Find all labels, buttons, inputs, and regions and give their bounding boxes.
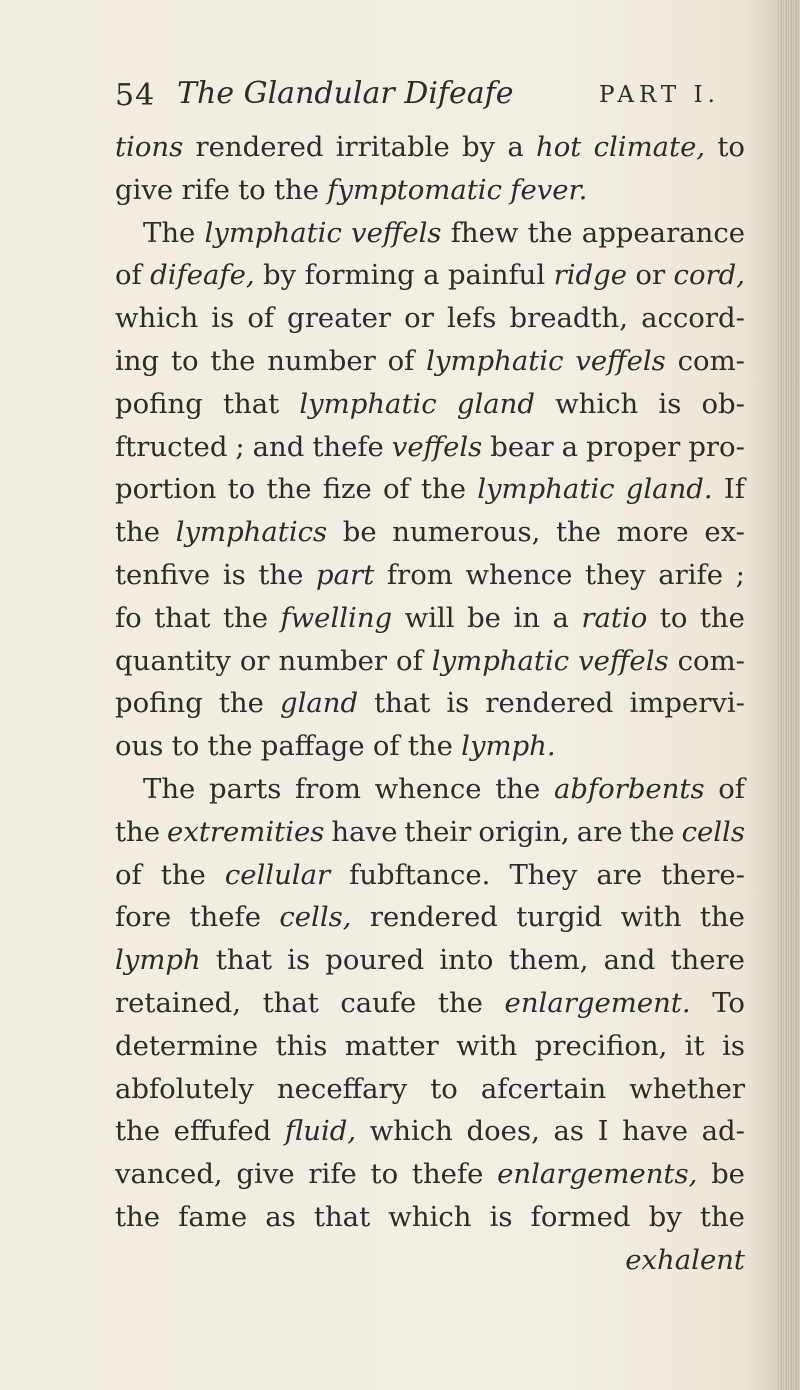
word: by [648, 1200, 682, 1233]
word: fize [322, 473, 372, 506]
word: be [342, 516, 377, 549]
word: origin, [478, 815, 570, 848]
word: the [160, 858, 206, 891]
text-line [115, 468, 745, 511]
text-line [115, 896, 745, 939]
word: retained, [115, 986, 241, 1019]
word: difeafe, [150, 259, 255, 292]
word: is [222, 558, 246, 591]
word: com- [677, 644, 745, 677]
word: abforbents [553, 772, 705, 805]
word: a [561, 430, 579, 463]
word: whether [629, 1072, 745, 1105]
word: give [115, 173, 174, 206]
text-line [115, 1196, 745, 1239]
word: tenfive [115, 558, 211, 591]
text-line [115, 340, 745, 383]
word: have [622, 1115, 688, 1148]
word: rife [308, 1158, 357, 1191]
word: com- [677, 344, 745, 377]
word: cellular [224, 858, 331, 891]
text-line [115, 854, 745, 897]
word: ridge [553, 259, 627, 292]
word: ing [115, 344, 160, 377]
word: part [316, 558, 375, 591]
word: of [372, 730, 400, 763]
word: the [115, 516, 161, 549]
word: the [266, 473, 312, 506]
word: number [278, 644, 388, 677]
word: cells [681, 815, 745, 848]
text-line [115, 768, 745, 811]
word: the [218, 687, 264, 720]
word: painful [447, 259, 546, 292]
word: as [553, 1115, 584, 1148]
word: lymphatic [477, 473, 615, 506]
text-line [115, 682, 745, 725]
word: that [154, 601, 211, 634]
word: to [430, 1072, 458, 1105]
word: precifion, [534, 1029, 668, 1062]
word: rendered [195, 131, 324, 163]
catchword [115, 1239, 745, 1282]
word: from [386, 558, 453, 591]
text-line [115, 383, 745, 426]
word: this [275, 1029, 328, 1062]
text-line [115, 169, 745, 212]
word: ftructed [115, 430, 228, 463]
word: from [294, 772, 361, 805]
text-line [115, 1025, 745, 1068]
word: of [115, 259, 142, 292]
word: To [712, 986, 745, 1019]
word: pofing [115, 387, 203, 420]
word: of [383, 473, 410, 506]
word: they [585, 558, 646, 591]
word: ad- [701, 1115, 745, 1148]
word: with [620, 901, 682, 934]
word: with [456, 1029, 518, 1062]
word: lymphatic [299, 387, 437, 420]
word: abfolutely [115, 1072, 254, 1105]
word: enlargement. [504, 986, 691, 1019]
word: whence [374, 772, 482, 805]
word: the [527, 216, 573, 249]
word: does, [466, 1115, 540, 1148]
word: be [467, 601, 501, 634]
page-header [115, 70, 740, 120]
word: gland [279, 687, 359, 720]
word: of [387, 344, 415, 377]
word: and [603, 944, 656, 977]
word: number [267, 344, 376, 377]
word: and [252, 430, 305, 463]
text-line [115, 725, 745, 768]
word: thefe [411, 1158, 484, 1191]
word: fore [115, 901, 172, 934]
word: lymphatics [175, 516, 328, 549]
word: fame [178, 1200, 248, 1233]
text-line [115, 1110, 745, 1153]
word: fo [115, 601, 142, 634]
word: thefe [189, 901, 261, 934]
word: the [555, 516, 602, 549]
word: the [210, 344, 256, 377]
word: to [238, 173, 266, 206]
word: formed [530, 1200, 631, 1233]
word: lymphatic [204, 216, 342, 249]
word: by [263, 259, 297, 292]
word: fhew [450, 216, 519, 249]
word: whence [465, 558, 573, 591]
text-line [115, 1068, 745, 1111]
word: the [420, 473, 466, 506]
word: their [404, 815, 472, 848]
word: turgid [516, 901, 603, 934]
word: that [222, 387, 280, 420]
word: which [369, 1115, 453, 1148]
word: the [407, 730, 453, 763]
word: the [273, 173, 320, 206]
word: the [495, 772, 541, 805]
word: of [396, 644, 423, 677]
word: irritable [335, 131, 450, 163]
word: in [513, 601, 540, 634]
word: determine [115, 1029, 259, 1062]
word: or [404, 302, 434, 335]
word: effufed [173, 1115, 272, 1148]
word: by [462, 131, 496, 163]
text-line [115, 597, 745, 640]
word: lymphatic [431, 644, 570, 677]
word: the [437, 986, 483, 1019]
word: I [597, 1115, 609, 1148]
word: hot [536, 131, 582, 163]
word: a [507, 131, 524, 163]
word: numerous, [392, 516, 541, 549]
word: is [489, 1200, 513, 1233]
word: of [115, 858, 142, 891]
word: the [629, 815, 675, 848]
word: veffels [351, 216, 442, 249]
word: that [215, 944, 273, 977]
word: cord, [673, 259, 745, 292]
text-line [115, 126, 745, 169]
word: is [211, 302, 235, 335]
word: fever. [510, 173, 588, 206]
word: is [446, 687, 470, 720]
text-line [115, 212, 745, 255]
word: give [236, 1158, 295, 1191]
word: or [239, 644, 270, 677]
word: pro- [688, 430, 745, 463]
word: enlargements, [497, 1158, 698, 1191]
word: the [699, 1200, 745, 1233]
word: neceffary [276, 1072, 408, 1105]
word: poured [325, 944, 425, 977]
word: fymptomatic [327, 173, 503, 206]
word: If [723, 473, 745, 506]
word: a [423, 259, 440, 292]
word: rendered [369, 901, 498, 934]
word: impervi- [629, 687, 745, 720]
word: afcertain [480, 1072, 607, 1105]
text-line [115, 1153, 745, 1196]
word: lymphatic [426, 344, 564, 377]
word: the [699, 601, 745, 634]
text-line [115, 982, 745, 1025]
word: into [439, 944, 494, 977]
word: there- [661, 858, 745, 891]
word: breadth, [509, 302, 628, 335]
word: a [552, 601, 569, 634]
word: to [370, 1158, 399, 1191]
word: of [247, 302, 275, 335]
word: appearance [581, 216, 745, 249]
word: to [171, 730, 200, 763]
word: lefs [446, 302, 497, 335]
word: arife [658, 558, 724, 591]
word: there [670, 944, 745, 977]
word: caufe [340, 986, 417, 1019]
word: portion [115, 473, 217, 506]
word: fubftance. [349, 858, 491, 891]
word: the [115, 1200, 161, 1233]
word: veffels [575, 344, 666, 377]
word: proper [586, 430, 681, 463]
word: that [374, 687, 431, 720]
word: are [576, 815, 623, 848]
text-line [115, 554, 745, 597]
text-line [115, 254, 745, 297]
word: ob- [701, 387, 745, 420]
text-line [115, 640, 745, 683]
word: The [143, 216, 196, 249]
word: that [313, 1200, 371, 1233]
part-label: PART I. [599, 82, 720, 108]
word: gland [456, 387, 535, 420]
word: the [207, 730, 253, 763]
word: is [722, 1029, 745, 1062]
word: climate, [593, 131, 706, 163]
word: as [265, 1200, 296, 1233]
word: the [115, 815, 161, 848]
word: which [555, 387, 639, 420]
word: to [659, 601, 688, 634]
word: exhalent [625, 1243, 745, 1276]
word: rife [181, 173, 230, 206]
text-line [115, 811, 745, 854]
word: vanced, [115, 1158, 223, 1191]
word: parts [209, 772, 282, 805]
running-title: The Glandular Difeafe [177, 76, 514, 111]
word: more [616, 516, 689, 549]
text-line [115, 511, 745, 554]
word: the [258, 558, 304, 591]
word: ; [235, 430, 245, 463]
page-number: 54 [115, 78, 156, 113]
word: bear [490, 430, 554, 463]
word: ex- [704, 516, 745, 549]
word: lymph. [461, 730, 556, 763]
word: gland. [625, 473, 713, 506]
word: accord- [641, 302, 745, 335]
body-text [115, 126, 745, 1282]
word: that [262, 986, 319, 1019]
word: them, [508, 944, 589, 977]
text-line [115, 426, 745, 469]
word: the [115, 1115, 161, 1148]
word: the [222, 601, 268, 634]
word: to [227, 473, 256, 506]
text-line [115, 939, 745, 982]
word: extremities [167, 815, 325, 848]
word: pofing [115, 687, 203, 720]
word: is [287, 944, 311, 977]
word: matter [344, 1029, 439, 1062]
word: They [509, 858, 578, 891]
word: will [404, 601, 455, 634]
word: ous [115, 730, 164, 763]
word: is [658, 387, 682, 420]
word: the [699, 901, 745, 934]
word: rendered [485, 687, 614, 720]
word: paffage [260, 730, 365, 763]
word: to [717, 131, 745, 163]
word: greater [287, 302, 392, 335]
word: cells, [279, 901, 352, 934]
word: The [143, 772, 196, 805]
word: ratio [581, 601, 648, 634]
word: or [635, 259, 666, 292]
word: have [331, 815, 398, 848]
word: forming [304, 259, 415, 292]
text-line [115, 297, 745, 340]
word: thefe [312, 430, 384, 463]
word: fwelling [280, 601, 393, 634]
word: be [711, 1158, 745, 1191]
word: which [388, 1200, 472, 1233]
word: to [170, 344, 199, 377]
word: quantity [115, 644, 231, 677]
word: lymph [115, 944, 201, 977]
word: tions [115, 131, 184, 163]
word: of [718, 772, 745, 805]
page-edge [778, 0, 800, 1390]
word: veffels [578, 644, 669, 677]
word: are [596, 858, 643, 891]
word: ; [735, 558, 745, 591]
word: it [684, 1029, 705, 1062]
word: fluid, [284, 1115, 357, 1148]
word: veffels [391, 430, 483, 463]
word: which [115, 302, 199, 335]
